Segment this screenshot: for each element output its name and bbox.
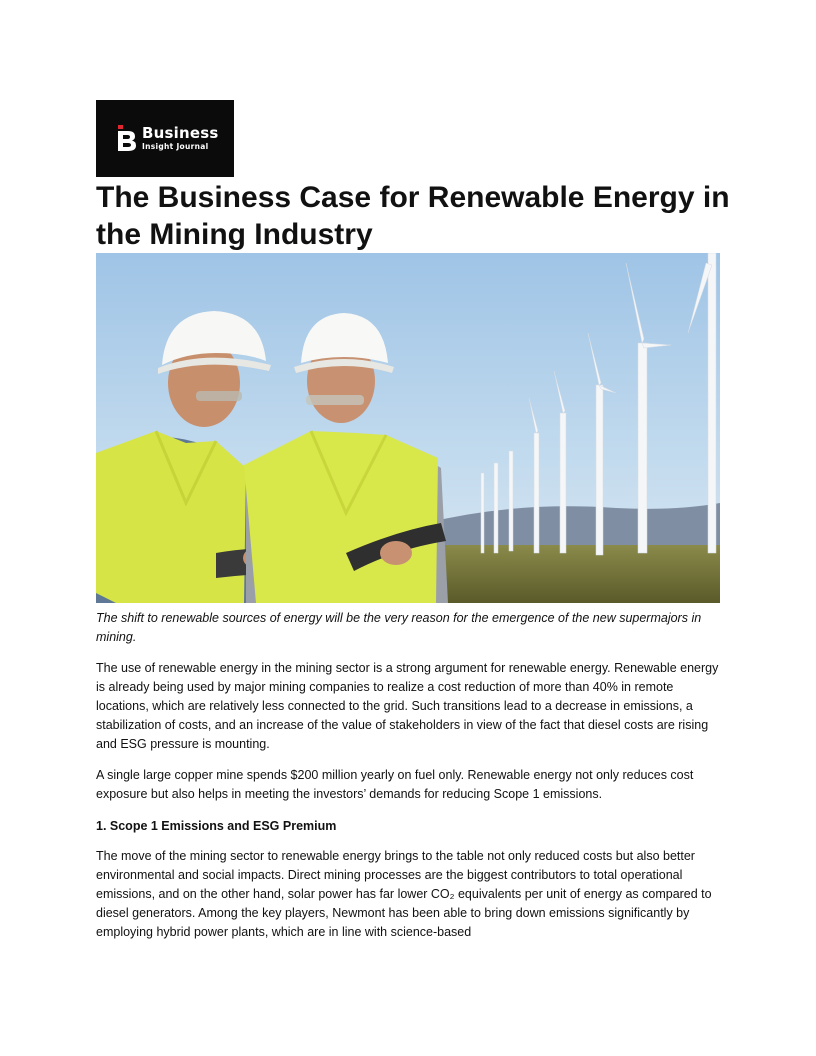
article-paragraph-1: The use of renewable energy in the mining sector is a strong argument for renewable energy. Renewable energy is already being used by major mining companies to realize a cost reduction of more than 40% in remote locations, which are relatively less connected to the grid. Such transitions lead to a decrease in emissions, a stabilization of costs, and an increase of the value of stakeholders in view of the fact that diesel costs are rising and ESG pressure is mounting.	[96, 661, 719, 751]
logo-b-mark	[116, 125, 138, 151]
publication-logo	[96, 100, 234, 177]
image-caption: The shift to renewable sources of energy will be the very reason for the emergence of the new supermajors in mining.	[96, 611, 702, 644]
article-paragraph-3: The move of the mining sector to renewable energy brings to the table not only reduced costs but also better environmental and social impacts. Direct mining processes are the biggest contributors to total operational emissions, and on the other hand, solar power has far lower CO₂ equivalents per unit of energy as compared to diesel generators. Among the key players, Newmont has been able to bring down emissions significantly by employing hybrid power plants, which are in line with science-based	[96, 849, 712, 939]
article-title: The Business Case for Renewable Energy in the Mining Industry	[96, 181, 730, 251]
logo-brand: Business	[142, 124, 219, 142]
hero-image-engineers-wind-turbines	[96, 253, 720, 603]
section-heading-scope-1: 1. Scope 1 Emissions and ESG Premium	[96, 819, 337, 833]
article-paragraph-2: A single large copper mine spends $200 million yearly on fuel only. Renewable energy not only reduces cost exposure but also helps in meeting the investors’ demands for reducing Scope 1 emissions.	[96, 768, 694, 801]
logo-subtitle: Insight Journal	[142, 142, 209, 151]
